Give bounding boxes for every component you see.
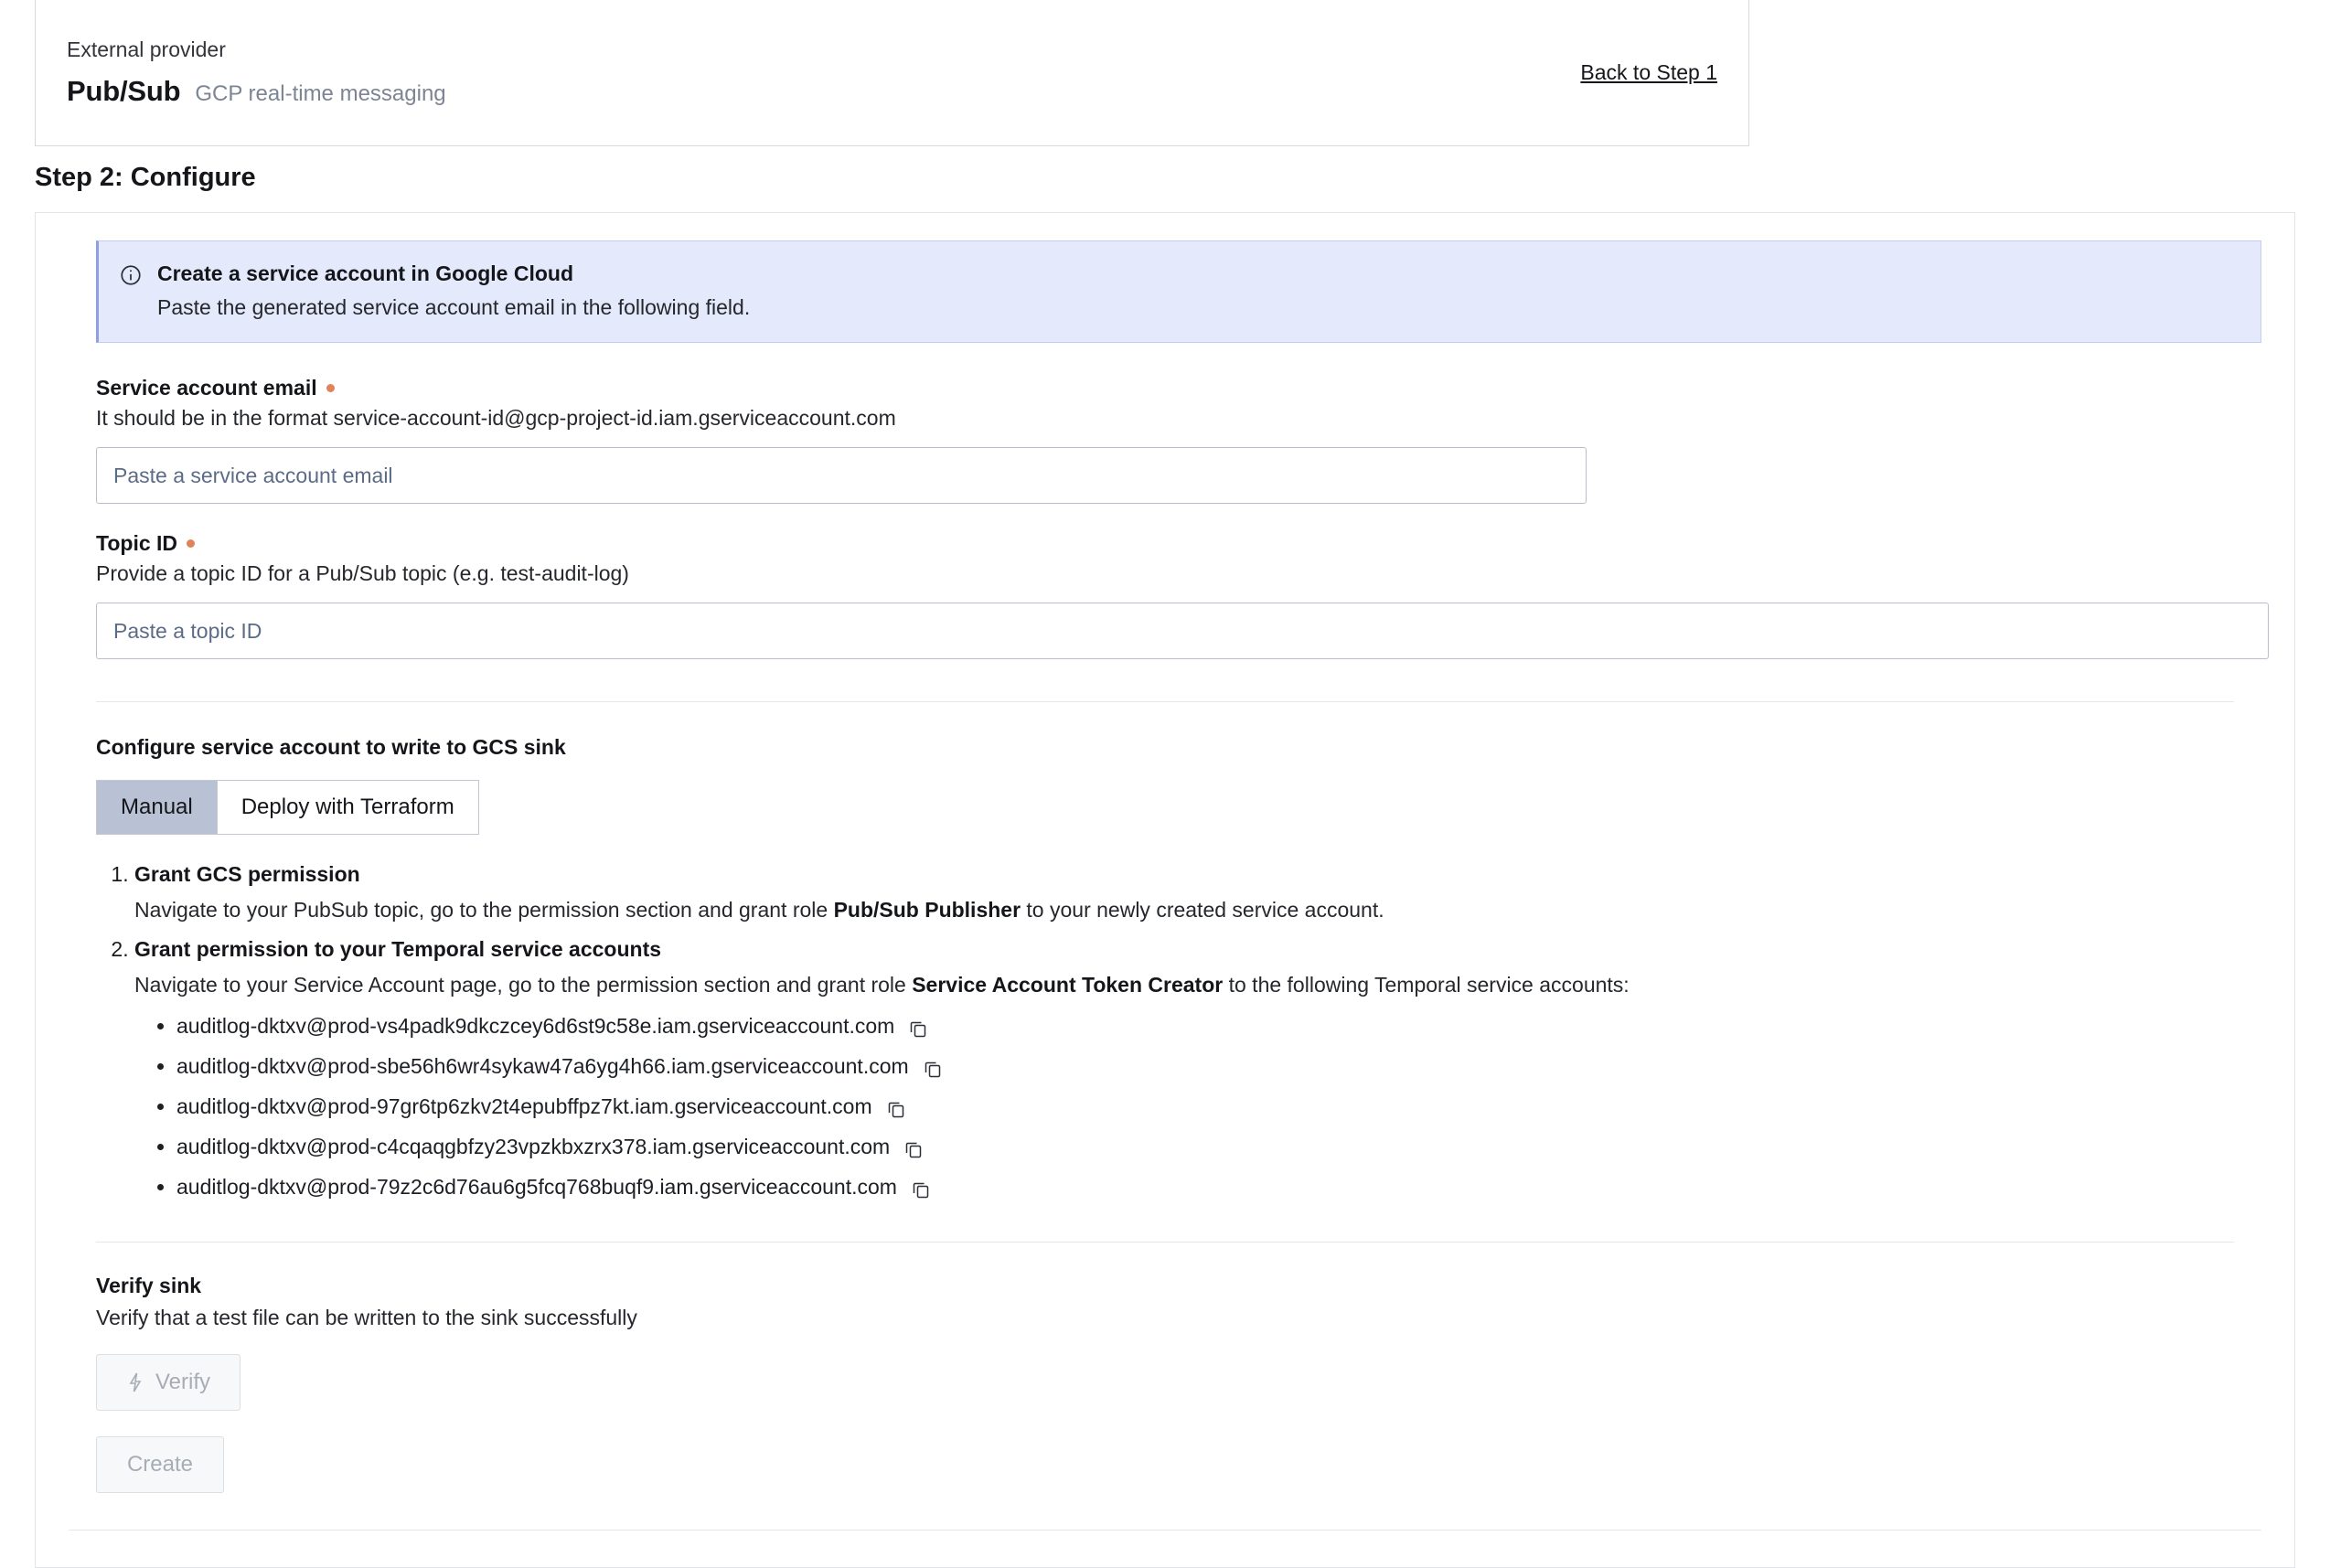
provider-header-card — [35, 0, 1749, 146]
manual-steps-list — [96, 862, 2261, 1200]
topic-id-field-block — [96, 531, 2261, 659]
step-2-title: Grant permission to your Temporal service accounts — [134, 937, 662, 961]
service-account-row — [176, 1175, 2261, 1200]
divider — [96, 1242, 2234, 1243]
temporal-service-accounts-list — [134, 1014, 2261, 1200]
verify-sink-section — [96, 1274, 2234, 1493]
service-account-email-field-block — [96, 376, 2261, 504]
required-dot-icon — [187, 539, 195, 548]
divider — [96, 701, 2234, 702]
divider — [69, 1530, 2261, 1531]
verify-button[interactable] — [96, 1354, 240, 1411]
verify-sink-subtitle: Verify that a test file can be written to the sink successfully — [96, 1306, 637, 1329]
service-account-email-hint: It should be in the format service-account-id@gcp-project-id.iam.gserviceaccount.com — [96, 406, 896, 430]
step-grant-temporal-permission — [134, 937, 2261, 1200]
info-banner-title: Create a service account in Google Cloud — [157, 261, 574, 285]
deployment-method-tabs — [96, 780, 479, 835]
step-2-description — [134, 973, 2261, 997]
step-grant-gcs-permission — [134, 862, 2261, 923]
topic-id-input[interactable]: Paste a topic ID — [96, 603, 2269, 659]
copy-icon[interactable] — [885, 1098, 907, 1120]
list-item — [176, 1014, 2261, 1039]
info-banner-text — [157, 261, 750, 320]
provider-title-row — [67, 75, 1580, 108]
list-item — [176, 1135, 2261, 1159]
back-to-step-1-link[interactable]: Back to Step 1 — [1580, 60, 1717, 84]
tab-deploy-with-terraform[interactable]: Deploy with Terraform — [218, 780, 479, 835]
service-account-row — [176, 1135, 2261, 1159]
provider-subtitle: GCP real-time messaging — [195, 81, 446, 106]
info-banner — [96, 240, 2261, 343]
service-account-email-input[interactable]: Paste a service account email — [96, 447, 1587, 504]
provider-kicker: External provider — [67, 37, 226, 61]
service-account-row — [176, 1014, 2261, 1039]
info-banner-body: Paste the generated service account email in the following field. — [157, 295, 751, 319]
provider-header-left — [67, 37, 1580, 108]
info-circle-icon — [119, 263, 143, 287]
provider-title: Pub/Sub — [67, 75, 181, 107]
verify-button-label: Verify — [155, 1370, 211, 1394]
list-item — [176, 1094, 2261, 1119]
service-account-email-label-row — [96, 376, 2261, 400]
copy-icon[interactable] — [907, 1018, 929, 1040]
service-account-email-value: • auditlog-dktxv@prod-97gr6tp6zkv2t4epubffpz7kt.iam.gserviceaccount.com — [176, 1094, 872, 1118]
copy-icon[interactable] — [910, 1179, 932, 1200]
step-1-title: Grant GCS permission — [134, 862, 360, 886]
step-1-description — [134, 898, 2261, 923]
step-1-desc-post: to your newly created service account. — [1021, 898, 1384, 922]
service-account-row — [176, 1094, 2261, 1119]
topic-id-label: Topic ID — [96, 531, 178, 555]
configure-section-title: Configure service account to write to GCS sink — [96, 735, 566, 759]
step-2-desc-role: Service Account Token Creator — [912, 973, 1224, 997]
step-1-desc-role: Pub/Sub Publisher — [833, 898, 1021, 922]
tab-manual[interactable]: Manual — [96, 780, 218, 835]
service-account-email-value: • auditlog-dktxv@prod-79z2c6d76au6g5fcq768buqf9.iam.gserviceaccount.com — [176, 1175, 897, 1199]
page-title: Step 2: Configure — [35, 163, 256, 192]
required-dot-icon — [326, 384, 335, 392]
configure-panel — [35, 212, 2295, 1568]
step-2-desc-post: to the following Temporal service accounts: — [1223, 973, 1630, 997]
service-account-email-value: • auditlog-dktxv@prod-vs4padk9dkczcey6d6st9c58e.iam.gserviceaccount.com — [176, 1014, 895, 1038]
list-item — [176, 1054, 2261, 1079]
copy-icon[interactable] — [922, 1058, 944, 1080]
topic-id-hint: Provide a topic ID for a Pub/Sub topic (e.g. test-audit-log) — [96, 561, 629, 585]
step-2-desc-pre: Navigate to your Service Account page, go to the permission section and grant role — [134, 973, 913, 997]
service-account-row — [176, 1054, 2261, 1079]
copy-icon[interactable] — [903, 1138, 925, 1160]
create-button[interactable]: Create — [96, 1436, 224, 1493]
service-account-email-value: • auditlog-dktxv@prod-sbe56h6wr4sykaw47a6yg4h66.iam.gserviceaccount.com — [176, 1054, 909, 1078]
bolt-icon — [126, 1371, 144, 1393]
list-item — [176, 1175, 2261, 1200]
service-account-email-label: Service account email — [96, 376, 317, 400]
verify-sink-title: Verify sink — [96, 1274, 202, 1297]
step-1-desc-pre: Navigate to your PubSub topic, go to the permission section and grant role — [134, 898, 834, 922]
service-account-email-value: • auditlog-dktxv@prod-c4cqaqgbfzy23vpzkbxzrx378.iam.gserviceaccount.com — [176, 1135, 891, 1158]
topic-id-label-row — [96, 531, 2261, 556]
